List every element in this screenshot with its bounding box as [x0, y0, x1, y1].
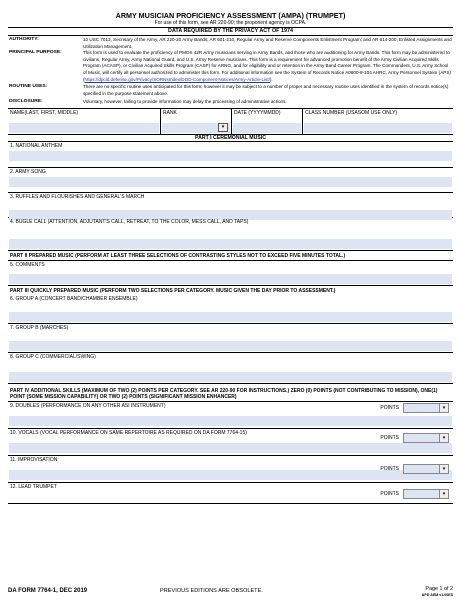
- item-comments: [8, 261, 453, 286]
- identity-row: [8, 108, 453, 135]
- previous-editions-note: PREVIOUS EDITIONS ARE OBSOLETE.: [160, 588, 263, 594]
- routine-label: ROUTINE USES:: [9, 84, 48, 90]
- points-label: POINTS: [380, 404, 399, 411]
- date-label: DATE (YYYYMMDD): [234, 109, 281, 116]
- item-label: 3. RUFFLES AND FLOURISHES AND GENERAL'S MARCH: [10, 193, 145, 200]
- chevron-down-icon[interactable]: ▾: [439, 404, 448, 412]
- page-number: Page 1 of 2: [425, 586, 453, 592]
- group-b-field[interactable]: [9, 341, 452, 351]
- group-a-field[interactable]: [9, 312, 452, 322]
- privacy-heading: DATA REQUIRED BY THE PRIVACY ACT OF 1974: [8, 27, 453, 36]
- item-label: 6. GROUP A (CONCERT BAND/CHAMBER ENSEMBLE): [10, 295, 138, 302]
- lead-trumpet-points-select[interactable]: [403, 489, 449, 499]
- doubles-field[interactable]: [9, 416, 452, 426]
- item-national-anthem: [8, 142, 453, 168]
- vocals-points: [380, 433, 449, 443]
- item-label: 11. IMPROVISATION: [10, 456, 58, 463]
- purpose-row: [8, 50, 453, 83]
- authority-text: 10 USC 7013, Secretary of the Army, AR 220-20 Army Bands; AR 601-210, Regular Army and Reserve Components Enlistment Program; and AR 614-200, Enlisted Assignments and Utilization Management.: [83, 37, 452, 49]
- name-cell: [8, 109, 161, 134]
- purpose-end: ).: [269, 76, 273, 82]
- rank-label: RANK: [163, 109, 177, 116]
- vocals-points-select[interactable]: [403, 433, 449, 443]
- chevron-down-icon[interactable]: ▾: [439, 434, 448, 442]
- class-cell: [303, 109, 453, 134]
- item-label: 2. ARMY SONG: [10, 168, 46, 175]
- item-army-song: [8, 168, 453, 193]
- improvisation-points: [380, 464, 449, 474]
- bugle-call-field[interactable]: [9, 239, 452, 249]
- points-label: POINTS: [380, 465, 399, 472]
- item-group-b: [8, 324, 453, 353]
- routine-text: There are no specific routine uses anticipated for this form; however it may be subject to a number of proper and necessary routine uses identified in the system of records notice(s) specified in the purpose statement above.: [83, 84, 449, 96]
- item-label: 4. BUGLE CALL (ATTENTION, ADJUTANT'S CALL, RETREAT, TO THE COLOR, MESS CALL, AND TAPS): [10, 218, 249, 225]
- disclosure-text: Voluntary, however, failing to provide information may delay the processing of administrative actions.: [83, 99, 287, 105]
- authority-label: AUTHORITY:: [9, 37, 39, 42]
- item-bugle-call: [8, 218, 453, 251]
- purpose-body: This form is used to evaluate the proficiency of PMOS 42R Army musicians serving in Army Bands, and those who are auditioning for Army Bands. This form may be administered to civilians, Regular Army, Army National Guard, and U.S. Army Reserve musicians. This form is a requirement for advanced promotion benefit of the Army Civilian Acquired Skills Program (ACASP), or Civilian Acquired Skills Program (CASP) for ARNG, and for eligibility and or retention in the Army Band Career Program. The Commandent, U.S. Army School of Music, will certify all personnel authorized to administer this form. For additional information see the System of Records Notice A0600-8-104 AHRC, Army Personnel System (APS) (: [83, 50, 451, 82]
- item-label: 8. GROUP C (COMMERCIAL/SWING): [10, 353, 96, 360]
- form-title: ARMY MUSICIAN PROFICIENCY ASSESSMENT (AMPA) (TRUMPET): [115, 11, 346, 20]
- class-label: CLASS NUMBER (USASOM USE ONLY): [305, 109, 398, 116]
- name-label: NAME(LAST, FIRST, MIDDLE): [10, 109, 79, 116]
- class-number-field[interactable]: [304, 123, 452, 133]
- chevron-down-icon[interactable]: ▾: [218, 123, 228, 132]
- chevron-down-icon[interactable]: ▾: [439, 465, 448, 473]
- purpose-label: PRINCIPAL PURPOSE:: [9, 50, 62, 56]
- date-cell: [232, 109, 303, 134]
- item-label: 9. DOUBLES (PERFORMANCE ON ANY OTHER ASI INSTRUMENT): [10, 402, 166, 409]
- points-label: POINTS: [380, 490, 399, 497]
- part3-title: PART III QUICKLY PREPARED MUSIC (PERFORM TWO SELECTIONS PER CATEGORY. MUSIC GIVEN THE DAY PRIOR TO ASSESSMENT.): [10, 287, 336, 294]
- part4-title: PART IV ADDITIONAL SKILLS (MAXIMUM OF TWO (2) POINTS PER CATEGORY. SEE AR 220-90 FOR INSTRUCTIONS.) ZERO (0) POINTS (NOT CONTRIBUTING TO MISSION), ONE(1) POINT (SOME MISSION CAPABILITY) OR TWO (2) POINTS (SIGNIFICANT MISSION ENHANCER): [8, 384, 453, 402]
- lead-trumpet-points: [380, 489, 449, 499]
- name-field[interactable]: [9, 123, 159, 133]
- date-field[interactable]: [233, 123, 301, 133]
- item-label: 7. GROUP B (MARCHES): [10, 324, 69, 331]
- points-label: POINTS: [380, 434, 399, 441]
- vocals-field[interactable]: [9, 443, 452, 453]
- item-label: 10. VOCALS (VOCAL PERFORMANCE ON SAME REPERTOIRE AS REQUIRED ON DA FORM 7764-15): [10, 429, 247, 436]
- comments-field[interactable]: [9, 274, 452, 284]
- item-label: 12. LEAD TRUMPET: [10, 483, 57, 490]
- item-group-a: [8, 295, 453, 324]
- sorn-link[interactable]: https://dpcld.defense.gov/Privacy/SORNsIndex/DOD-Component-Notices/Army-Article-List/: [84, 76, 270, 82]
- disclosure-label: DISCLOSURE:: [9, 99, 43, 105]
- part2-title: PART II PREPARED MUSIC (PERFORM AT LEAST THREE SELECTIONS OF CONTRASTING STYLES NOT TO EXCEED FIVE MINUTES TOTAL.): [8, 251, 453, 261]
- item-label: 5. COMMENTS: [10, 261, 45, 268]
- form-number: DA FORM 7764-1, DEC 2019: [8, 588, 88, 594]
- authority-row: [8, 37, 453, 50]
- item-lead-trumpet: [8, 483, 453, 504]
- form-page: [8, 12, 453, 504]
- rank-cell: [161, 109, 232, 134]
- improvisation-points-select[interactable]: [403, 464, 449, 474]
- doubles-points-select[interactable]: [403, 403, 449, 413]
- item-doubles: [8, 402, 453, 429]
- item-group-c: [8, 353, 453, 384]
- group-c-field[interactable]: [9, 372, 452, 382]
- doubles-points: [380, 403, 449, 413]
- purpose-text: [83, 50, 453, 83]
- chevron-down-icon[interactable]: ▾: [439, 490, 448, 498]
- item-label: 1. NATIONAL ANTHEM: [10, 142, 63, 149]
- part1-title: PART I CEREMONIAL MUSIC: [8, 135, 453, 142]
- routine-row: [8, 84, 453, 97]
- apd-version: APD AEM v1.00ES: [421, 593, 453, 597]
- item-ruffles: [8, 193, 453, 218]
- disclosure-row: [8, 99, 453, 106]
- national-anthem-field[interactable]: [9, 151, 452, 161]
- form-subtitle: For use of this form, see AR 220-90; the proponent agency is OCPA.: [154, 20, 307, 26]
- army-song-field[interactable]: [9, 177, 452, 187]
- item-improvisation: [8, 456, 453, 483]
- page-indicator: [422, 586, 453, 598]
- item-vocals: [8, 429, 453, 456]
